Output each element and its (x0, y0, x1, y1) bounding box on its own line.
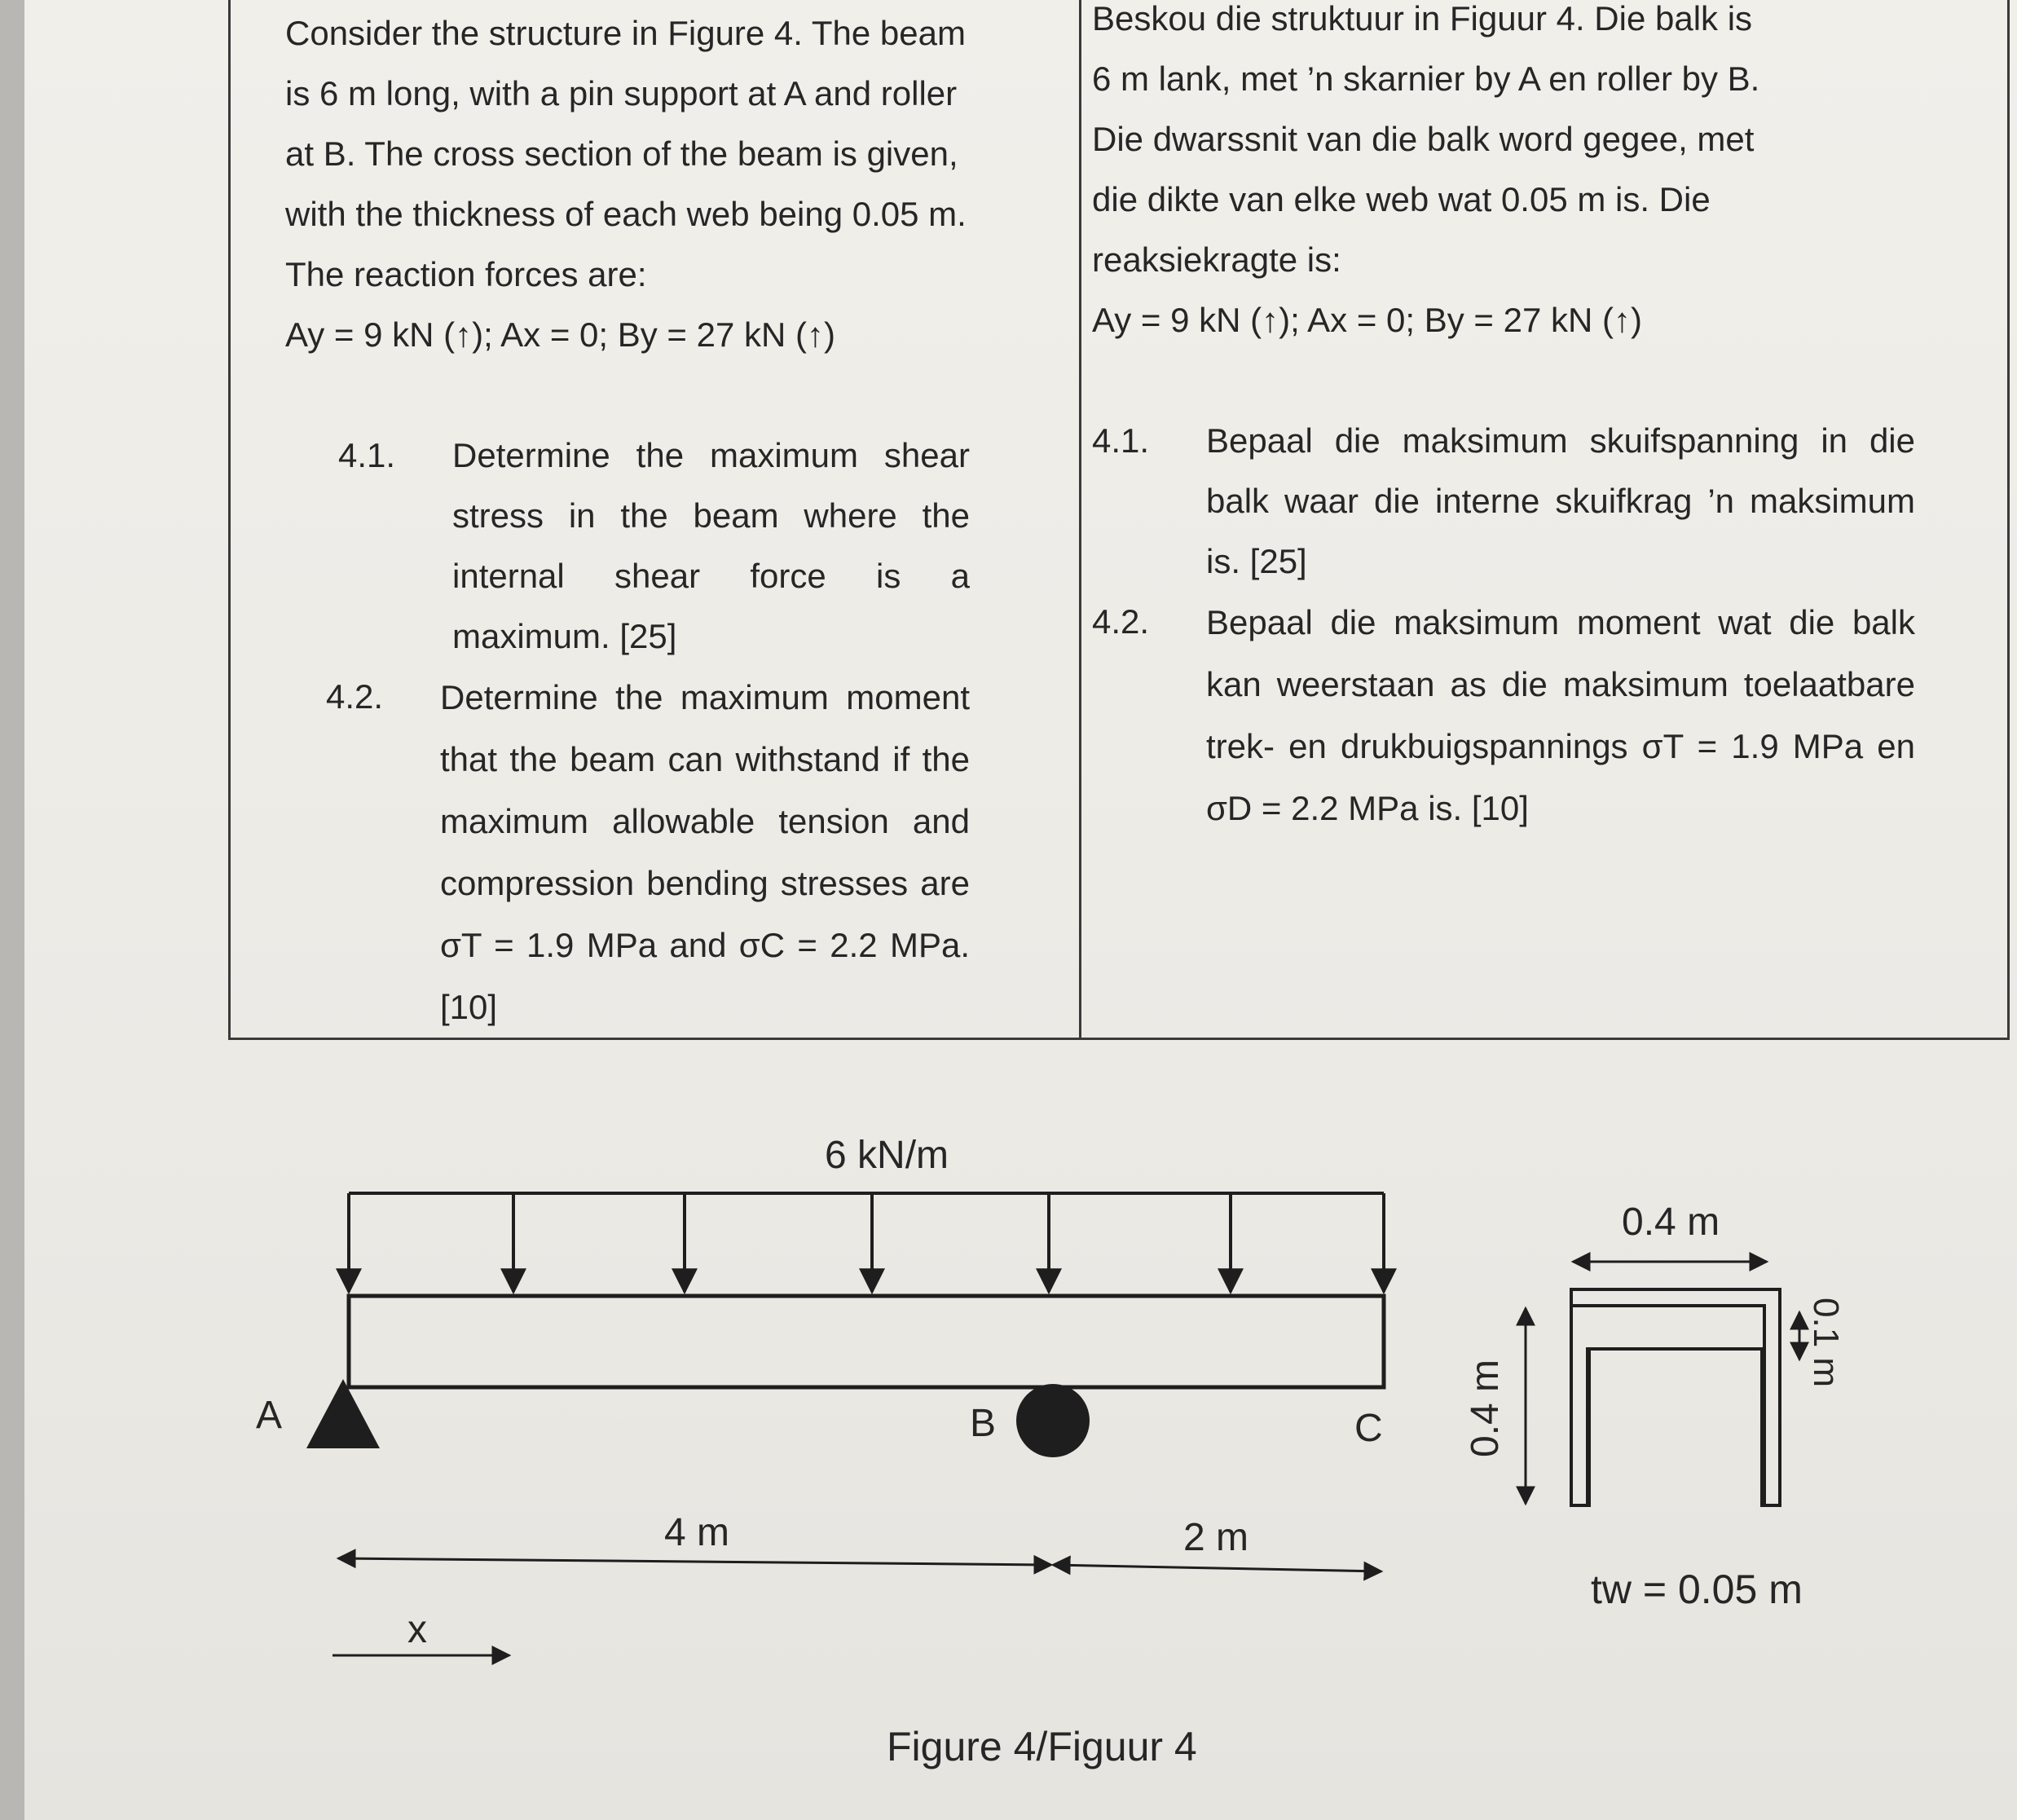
intro-line: is 6 m long, with a pin support at A and roller (285, 74, 958, 112)
question-number: 4.1. (338, 436, 396, 474)
span-bc-dimension (1053, 1565, 1381, 1571)
question-text: Determine the maximum shear stress in the beam where the internal shear force is a maximum. [25] (452, 436, 970, 655)
intro-line: 6 m lank, met ’n skarnier by A en roller by B. (1092, 59, 1760, 98)
question-number: 4.2. (326, 677, 384, 716)
point-c-label: C (1354, 1407, 1383, 1450)
cs-flange-label: 0.1 m (1806, 1298, 1846, 1388)
pin-support-a (306, 1379, 380, 1448)
question-text: Bepaal die maksimum moment wat die balk kan weerstaan as die maksimum toelaatbare trek- en drukbuigspannings σT = 1.9 MPa en σD = 2.2 MPa is. [10] (1206, 603, 1915, 827)
question-number: 4.1. (1092, 421, 1150, 460)
span-ab-dimension (338, 1558, 1051, 1565)
cross-section (1571, 1289, 1780, 1505)
web-thickness-label: tw = 0.05 m (1591, 1567, 1803, 1612)
x-label: x (407, 1608, 427, 1651)
figure-caption: Figure 4/Figuur 4 (887, 1724, 1197, 1769)
cs-width-label: 0.4 m (1622, 1201, 1720, 1244)
intro-line: Consider the structure in Figure 4. The beam (285, 14, 966, 52)
intro-line: die dikte van elke web wat 0.05 m is. Die (1092, 180, 1711, 218)
beam (349, 1296, 1384, 1387)
span-ab-label: 4 m (664, 1511, 730, 1554)
load-label: 6 kN/m (825, 1134, 949, 1177)
roller-support-b (1016, 1384, 1090, 1457)
point-a-label: A (256, 1394, 283, 1437)
question-text: Determine the maximum moment that the beam can withstand if the maximum allowable tension and compression bending stresses are σT = 1.9 MPa and σC = 2.2 MPa. [10] (440, 678, 970, 1026)
span-bc-label: 2 m (1183, 1516, 1249, 1559)
intro-line: at B. The cross section of the beam is given, (285, 134, 958, 173)
reaction-forces: Ay = 9 kN (↑); Ax = 0; By = 27 kN (↑) (285, 315, 835, 354)
reaction-forces: Ay = 9 kN (↑); Ax = 0; By = 27 kN (↑) (1092, 301, 1642, 339)
distributed-load (349, 1193, 1384, 1292)
question-text: Bepaal die maksimum skuifspanning in die balk waar die interne skuifkrag ’n maksimum is. [25] (1206, 421, 1915, 580)
point-b-label: B (970, 1402, 997, 1445)
cs-height-label: 0.4 m (1464, 1359, 1507, 1457)
intro-line: with the thickness of each web being 0.05 m. (285, 195, 967, 233)
intro-line: reaksiekragte is: (1092, 240, 1341, 279)
intro-line: Die dwarssnit van die balk word gegee, met (1092, 120, 1755, 158)
intro-line: Beskou die struktuur in Figuur 4. Die balk is (1092, 0, 1753, 37)
intro-line: The reaction forces are: (285, 255, 647, 293)
question-number: 4.2. (1092, 602, 1150, 641)
